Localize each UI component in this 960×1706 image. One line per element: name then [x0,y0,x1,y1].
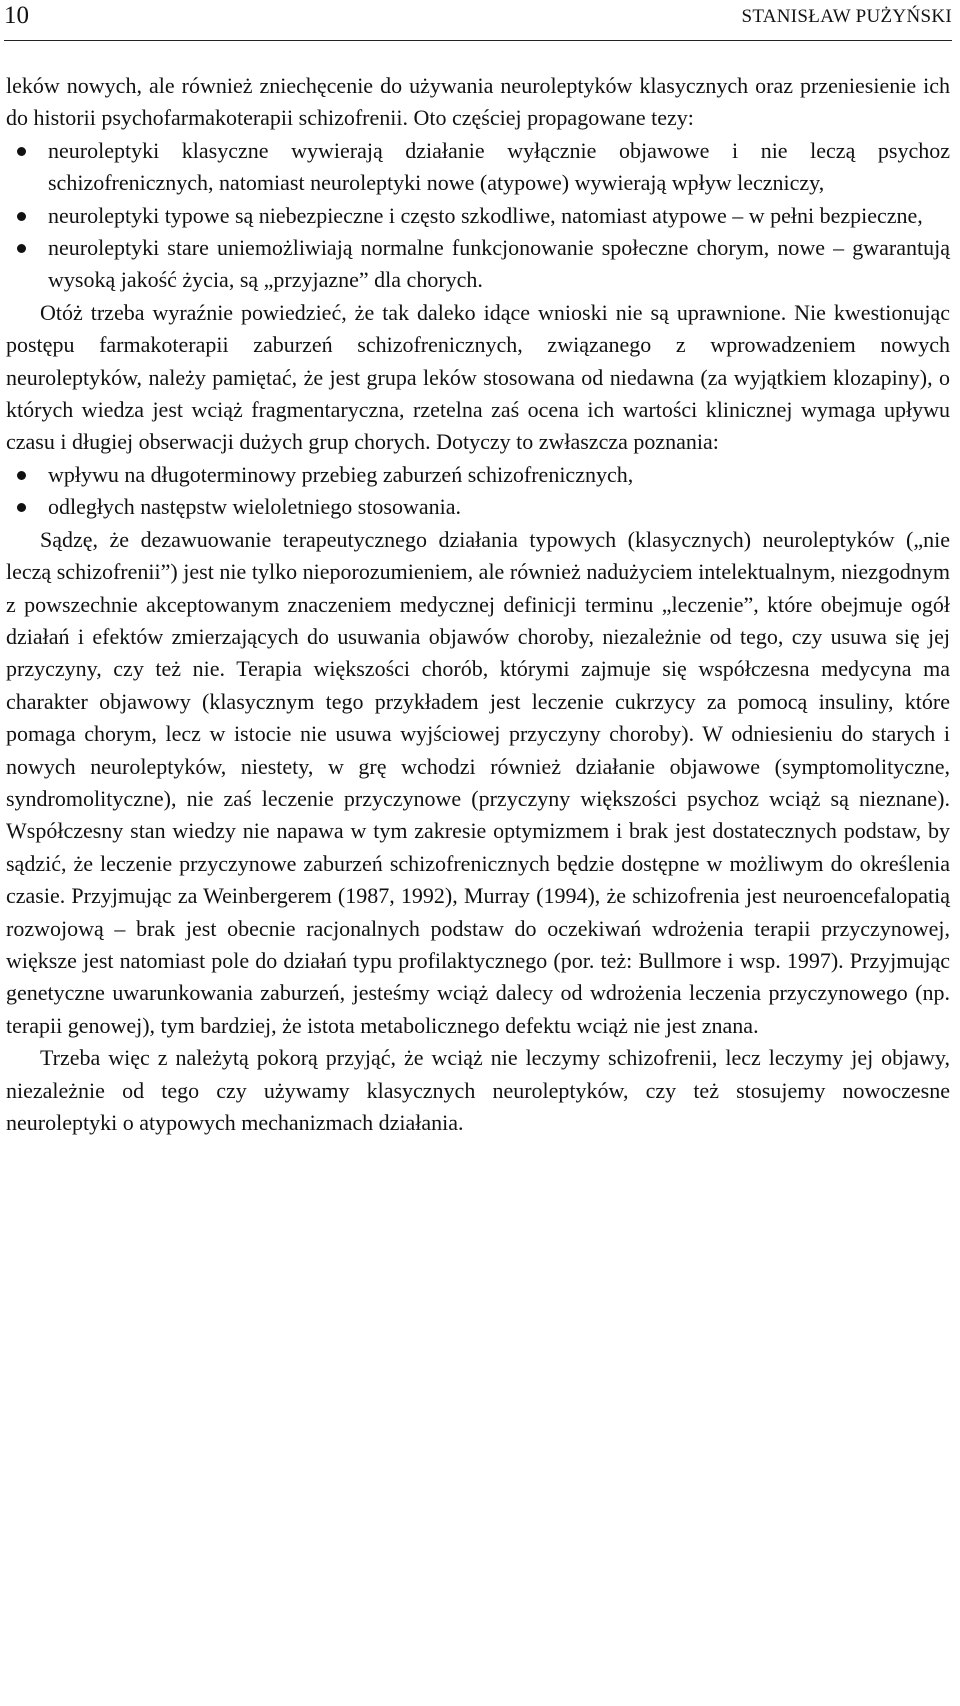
paragraph: Trzeba więc z należytą pokorą przyjąć, że wciąż nie leczymy schizofrenii, lecz leczymy jej objawy, niezależnie od tego czy używamy klasycznych neuroleptyków, czy też stosujemy nowoczesne neuroleptyki o atypowych mechanizmach działania. [6,1045,950,1135]
list-item [6,200,950,232]
bullet-icon [17,212,26,221]
bullet-icon [17,147,26,156]
list-item-text: neuroleptyki typowe są niebezpieczne i często szkodliwe, natomiast atypowe – w pełni bezpieczne, [48,202,923,228]
bullet-icon [17,244,26,253]
paragraph: Sądzę, że dezawuowanie terapeutycznego działania typowych (klasycznych) neuroleptyków („nie leczą schizofrenii”) jest nie tylko nieporozumieniem, ale również nadużyciem intelektualnym, niezgodnym z powszechnie akceptowanym znaczeniem medycznej definicji terminu „leczenie”, które obejmuje ogół działań i efektów zmierzających do usuwania objawów choroby, niezależnie od tego, czy usuwa się jej przyczyny, czy też nie. Terapia większości chorób, którymi zajmuje się współczesna medycyna ma charakter objawowy (klasycznym tego przykładem jest leczenie cukrzycy za pomocą insuliny, które pomaga chorym, lecz w istocie nie usuwa wyjściowej przyczyny choroby). W odniesieniu do starych i nowych neuroleptyków, niestety, w grę wchodzi również działanie objawowe (symptomolityczne, syndromolityczne), nie zaś leczenie przyczynowe (przyczyny większości psychoz wciąż są nieznane). Współczesny stan wiedzy nie napawa w tym zakresie optymizmem i brak jest dostatecznych podstaw, by sądzić, że leczenie przyczynowe zaburzeń schizofrenicznych będzie dostępne w możliwym do określenia czasie. Przyjmując za Weinbergerem (1987, 1992), Murray (1994), że schizofrenia jest neuroencefalopatią rozwojową – brak jest obecnie racjonalnych podstaw do oczekiwań wdrożenia terapii przyczynowej, większe jest natomiast pole do działań typu profilaktycznego (por. też: Bullmore i wsp. 1997). Przyjmując genetyczne uwarunkowania zaburzeń, jesteśmy wciąż dalecy od wdrożenia leczenia przyczynowego (np. terapii genowej), tym bardziej, że istota metabolicznego defektu wciąż nie jest znana. [6,526,950,1038]
knowledge-list [6,459,950,524]
list-item [6,135,950,200]
list-item [6,232,950,297]
bullet-icon [17,503,26,512]
list-item-text: wpływu na długoterminowy przebieg zaburzeń schizofrenicznych, [48,461,634,487]
list-item-text: neuroleptyki stare uniemożliwiają normalne funkcjonowanie społeczne chorym, nowe – gwarantują wysoką jakość życia, są „przyjazne” dla chorych. [48,235,950,293]
paragraph: Otóż trzeba wyraźnie powiedzieć, że tak daleko idące wnioski nie są uprawnione. Nie kwestionując postępu farmakoterapii zaburzeń schizofrenicznych, związanego z wprowadzeniem nowych neuroleptyków, należy pamiętać, że jest grupa leków stosowana od niedawna (za wyjątkiem klozapiny), o których wiedza jest wciąż fragmentaryczna, rzetelna zaś ocena ich wartości klinicznej wymaga upływu czasu i długiej obserwacji dużych grup chorych. Dotyczy to zwłaszcza poznania: [6,299,950,455]
running-head-author: STANISŁAW PUŻYŃSKI [741,6,952,27]
body-text [6,70,950,1139]
theses-list [6,135,950,297]
list-item-text: neuroleptyki klasyczne wywierają działanie wyłącznie objawowe i nie leczą psychoz schizofrenicznych, natomiast neuroleptyki nowe (atypowe) wywierają wpływ leczniczy, [48,137,950,196]
list-item [6,459,950,491]
bullet-icon [17,471,26,480]
list-item [6,491,950,523]
list-item-text: odległych następstw wieloletniego stosowania. [48,494,462,520]
page-header [4,2,952,41]
intro-paragraph: leków nowych, ale również zniechęcenie do używania neuroleptyków klasycznych oraz przeniesienie ich do historii psychofarmakoterapii schizofrenii. Oto częściej propagowane tezy: [6,73,950,131]
page-number: 10 [4,2,29,29]
